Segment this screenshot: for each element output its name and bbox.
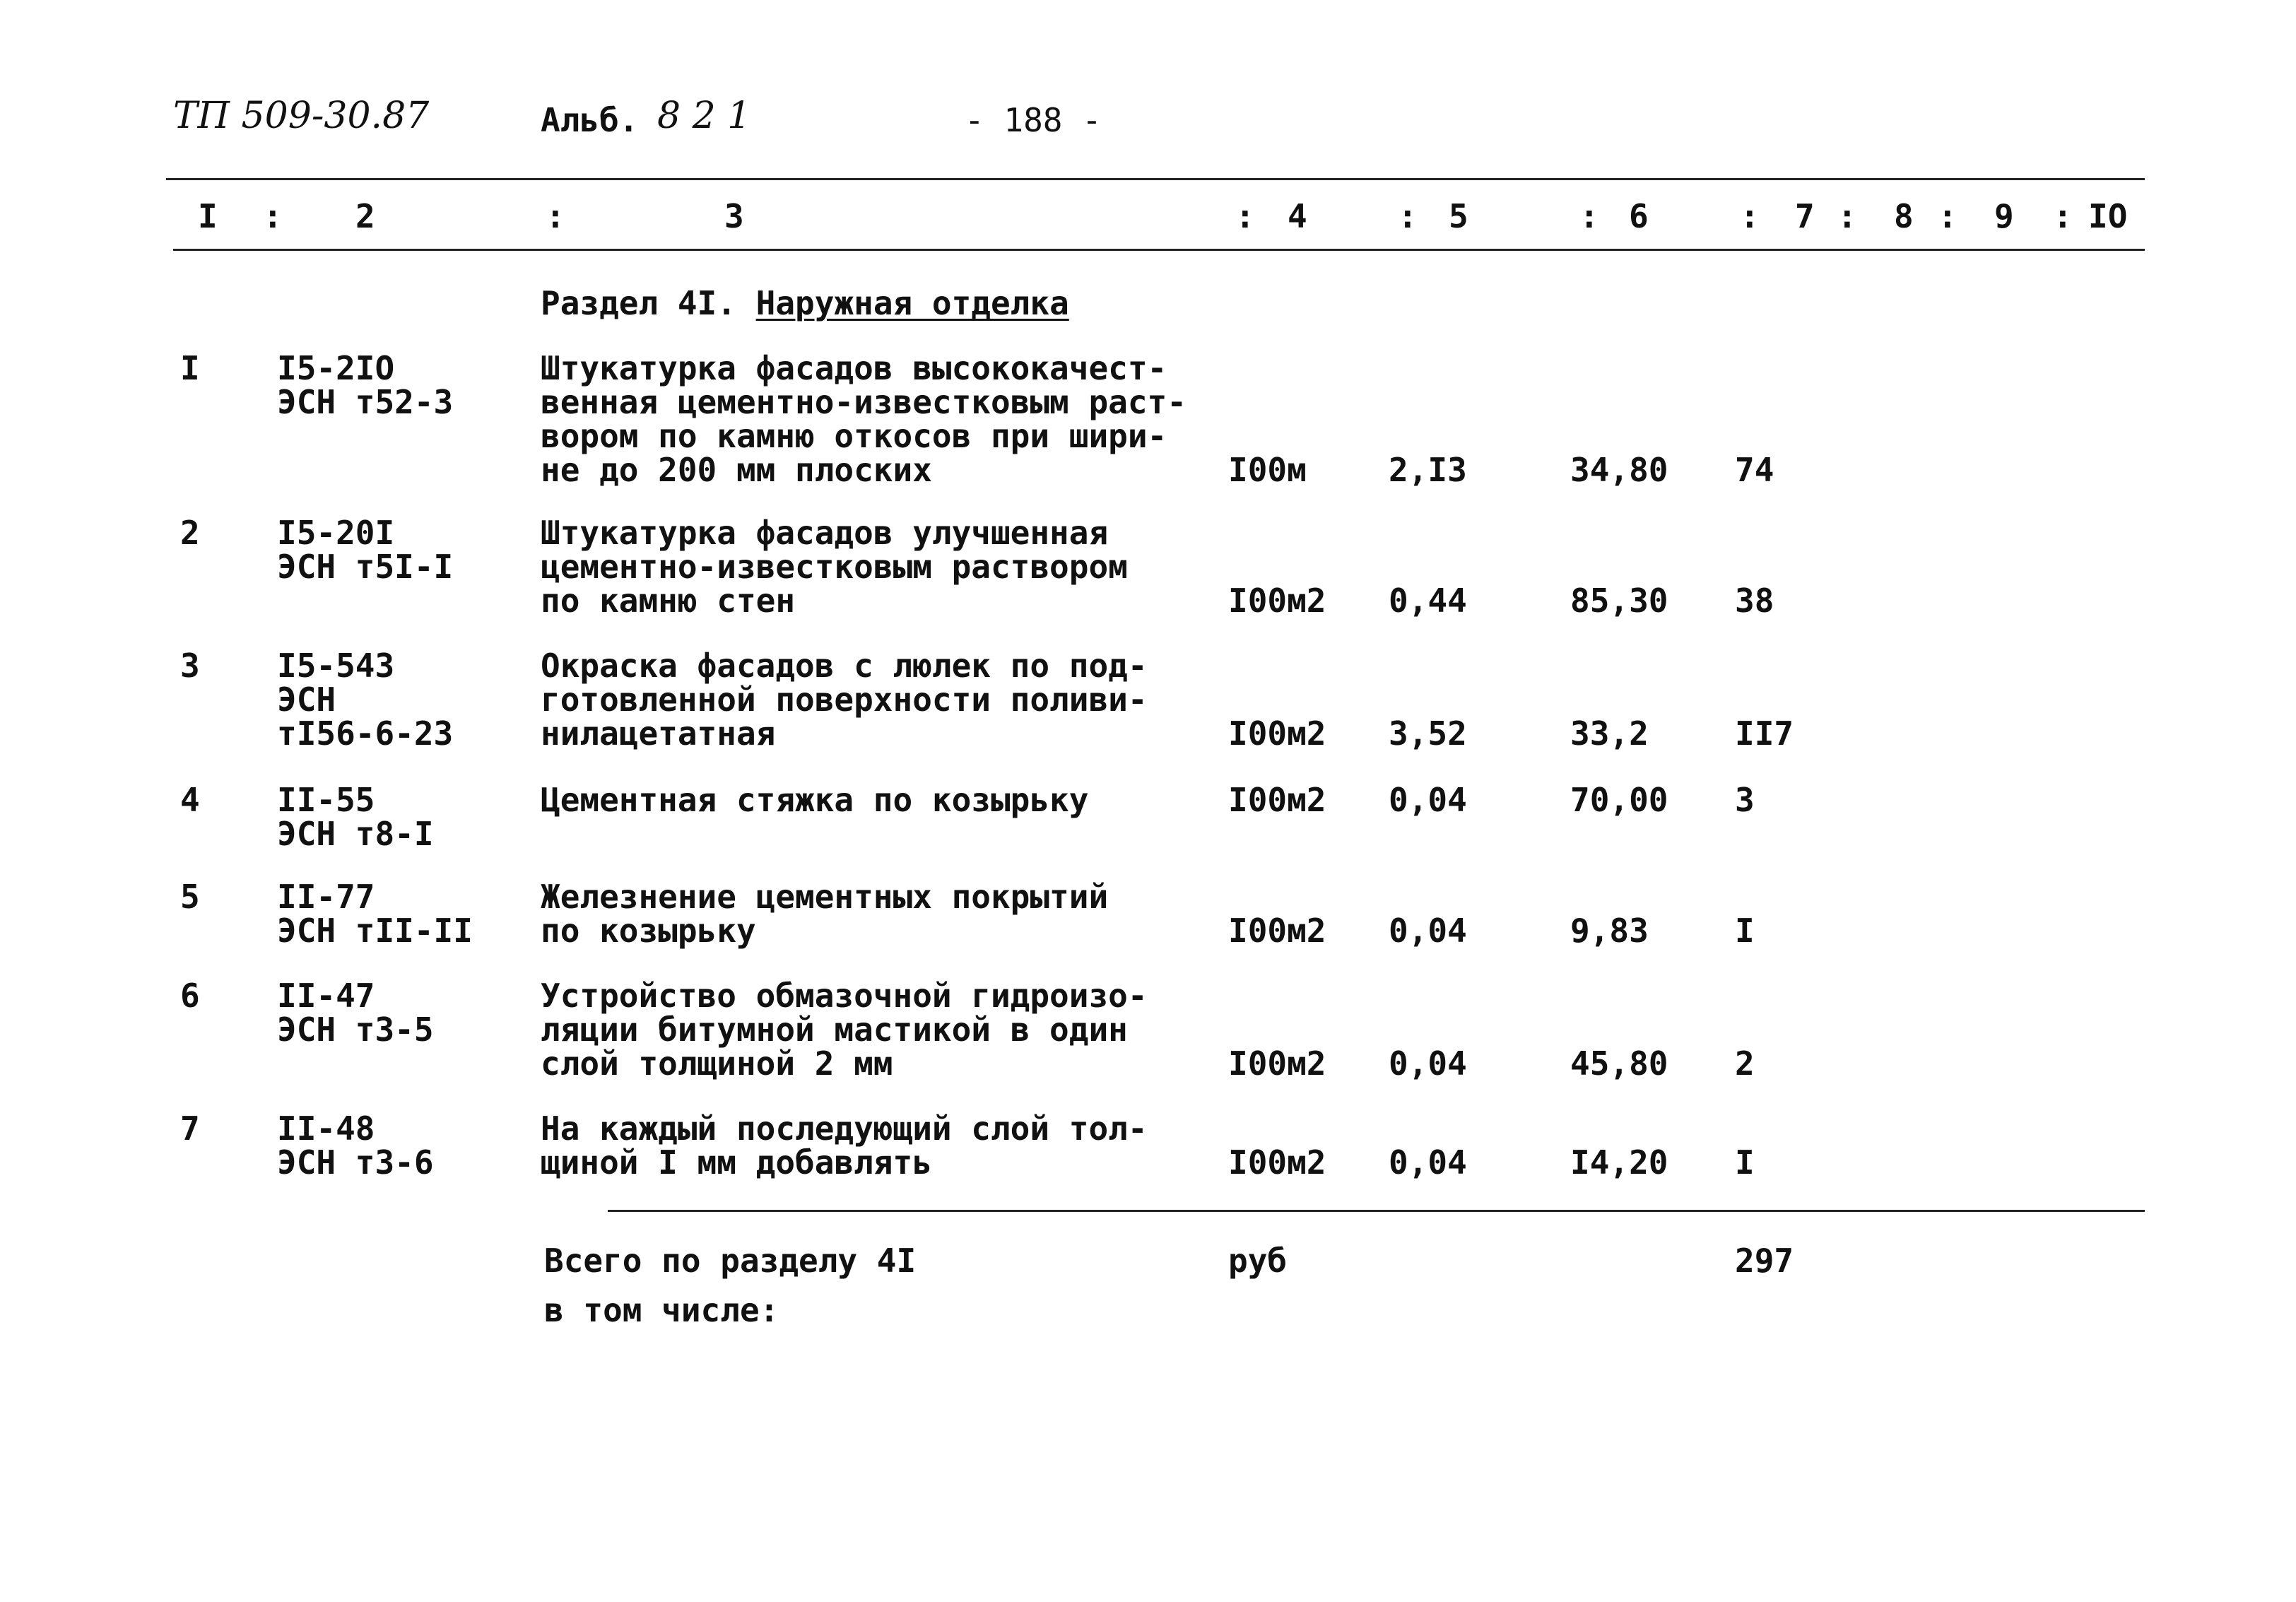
norm-code-line: II-47 <box>277 977 375 1015</box>
row-number: 7 <box>180 1109 200 1148</box>
unit: I00м2 <box>1228 781 1326 819</box>
description-line: Цементная стяжка по козырьку <box>541 781 1089 819</box>
header-bottom-rule <box>173 249 2145 251</box>
work-description <box>541 1109 1148 1182</box>
norm-code-line: II-55 <box>277 781 375 819</box>
norm-code-line: ЭСН т3-6 <box>277 1143 434 1182</box>
summary-label: Всего по разделу 4I <box>544 1242 917 1280</box>
unit-price: 85,30 <box>1570 582 1668 620</box>
norm-code-line: I5-543 <box>277 647 395 685</box>
album-number: 8 2 1 <box>657 95 751 137</box>
col-6: 6 <box>1629 197 1649 235</box>
work-description <box>541 880 1108 948</box>
norm-code-line: ЭСН т5I-I <box>277 548 454 586</box>
norm-code-line: тI56-6-23 <box>277 714 454 753</box>
unit: I00м2 <box>1228 714 1326 753</box>
col-9: 9 <box>1994 197 2014 235</box>
quantity: 3,52 <box>1389 714 1467 753</box>
col-2: 2 <box>355 197 375 235</box>
header-top-rule <box>166 178 2145 180</box>
col-10: IO <box>2088 197 2128 235</box>
unit: I00м <box>1228 451 1307 489</box>
work-description <box>541 977 1148 1083</box>
unit: I00м2 <box>1228 912 1326 950</box>
col-sep: : <box>1579 197 1599 235</box>
unit-price: 33,2 <box>1570 714 1649 753</box>
norm-code-line: II-77 <box>277 878 375 916</box>
norm-code-line: I5-2IO <box>277 349 395 387</box>
description-line: венная цементно-известковым раст- <box>541 383 1187 421</box>
col-7: 7 <box>1795 197 1815 235</box>
norm-code <box>277 516 453 584</box>
norm-code <box>277 783 434 851</box>
description-line: Окраска фасадов с люлек по под- <box>541 647 1148 685</box>
description-line: ляции битумной мастикой в один <box>541 1011 1128 1049</box>
section-prefix: Раздел 4I. <box>541 284 736 322</box>
work-description <box>541 516 1128 618</box>
norm-code-line: ЭСН т52-3 <box>277 383 454 421</box>
col-sep: : <box>2053 197 2073 235</box>
row-number: 4 <box>180 781 200 819</box>
summary-unit: руб <box>1228 1242 1288 1280</box>
quantity: 0,04 <box>1389 912 1467 950</box>
description-line: не до 200 мм плоских <box>541 451 932 489</box>
description-line: вором по камню откосов при шири- <box>541 417 1167 455</box>
description-line: Штукатурка фасадов высококачест- <box>541 349 1167 387</box>
description-line: щиной I мм добавлять <box>541 1143 932 1182</box>
album-label: Альб. <box>541 101 639 139</box>
col-3: 3 <box>724 197 744 235</box>
norm-code <box>277 880 473 948</box>
col-5: 5 <box>1449 197 1468 235</box>
unit-price: 34,80 <box>1570 451 1668 489</box>
summary-rule <box>608 1210 2145 1212</box>
total-cost: I <box>1735 912 1755 950</box>
description-line: по козырьку <box>541 912 756 950</box>
unit: I00м2 <box>1228 1143 1326 1182</box>
col-sep: : <box>1837 197 1857 235</box>
description-line: цементно-известковым раствором <box>541 548 1128 586</box>
section-title: Наружная отделка <box>755 284 1069 322</box>
summary-sub-label: в том числе: <box>544 1291 779 1329</box>
total-cost: I <box>1735 1143 1755 1182</box>
unit: I00м2 <box>1228 1044 1326 1083</box>
page-number: - 188 - <box>965 101 1102 139</box>
unit-price: 9,83 <box>1570 912 1649 950</box>
description-line: Устройство обмазочной гидроизо- <box>541 977 1148 1015</box>
col-8: 8 <box>1894 197 1914 235</box>
description-line: готовленной поверхности поливи- <box>541 681 1148 719</box>
description-line: по камню стен <box>541 582 796 620</box>
description-line: Железнение цементных покрытий <box>541 878 1109 916</box>
document-code: ТП 509-30.87 <box>173 95 430 137</box>
row-number: 6 <box>180 977 200 1015</box>
quantity: 0,04 <box>1389 1143 1467 1182</box>
work-description <box>541 647 1148 753</box>
work-description <box>541 351 1187 487</box>
norm-code-line: ЭСН т3-5 <box>277 1011 434 1049</box>
col-sep: : <box>546 197 565 235</box>
total-cost: 38 <box>1735 582 1774 620</box>
norm-code-line: I5-20I <box>277 514 395 552</box>
work-description <box>541 783 1088 817</box>
quantity: 0,44 <box>1389 582 1467 620</box>
col-4: 4 <box>1288 197 1307 235</box>
unit-price: I4,20 <box>1570 1143 1668 1182</box>
total-cost: 3 <box>1735 781 1755 819</box>
total-cost: 2 <box>1735 1044 1755 1083</box>
unit: I00м2 <box>1228 582 1326 620</box>
col-1: I <box>198 197 218 235</box>
row-number: 2 <box>180 514 200 552</box>
description-line: слой толщиной 2 мм <box>541 1044 893 1083</box>
row-number: I <box>180 349 200 387</box>
col-sep: : <box>263 197 283 235</box>
norm-code <box>277 351 453 419</box>
total-cost: 74 <box>1735 451 1774 489</box>
description-line: На каждый последующий слой тол- <box>541 1109 1148 1148</box>
col-sep: : <box>1740 197 1760 235</box>
norm-code <box>277 647 454 753</box>
total-cost: II7 <box>1735 714 1794 753</box>
col-sep: : <box>1398 197 1418 235</box>
col-sep: : <box>1235 197 1255 235</box>
description-line: Штукатурка фасадов улучшенная <box>541 514 1109 552</box>
norm-code-line: ЭСН т8-I <box>277 815 434 853</box>
quantity: 2,I3 <box>1389 451 1467 489</box>
norm-code-line: II-48 <box>277 1109 375 1148</box>
summary-total: 297 <box>1735 1242 1794 1280</box>
section-heading <box>541 286 1069 320</box>
unit-price: 70,00 <box>1570 781 1668 819</box>
norm-code <box>277 979 434 1047</box>
unit-price: 45,80 <box>1570 1044 1668 1083</box>
col-sep: : <box>1938 197 1958 235</box>
norm-code-line: ЭСН <box>277 681 336 719</box>
description-line: нилацетатная <box>541 714 776 753</box>
quantity: 0,04 <box>1389 1044 1467 1083</box>
norm-code-line: ЭСН тII-II <box>277 912 473 950</box>
quantity: 0,04 <box>1389 781 1467 819</box>
row-number: 5 <box>180 878 200 916</box>
norm-code <box>277 1109 434 1182</box>
row-number: 3 <box>180 647 200 685</box>
